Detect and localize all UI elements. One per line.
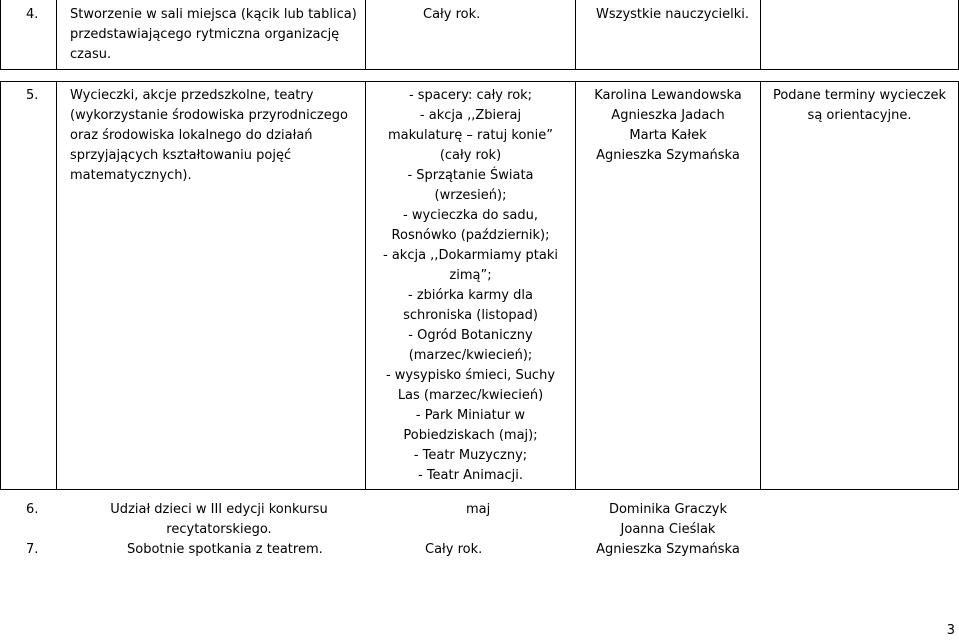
term-line: Cały rok. — [423, 7, 481, 22]
term-line: - wycieczka do sadu, — [403, 208, 538, 223]
task-cell — [70, 86, 362, 186]
task-line: Udział dzieci w III edycji konkursu — [110, 502, 328, 517]
term-line: - zbiórka karmy dla — [408, 288, 533, 303]
table-row-divider-top — [0, 81, 959, 82]
term-line: Cały rok. — [425, 542, 483, 557]
task-line: Stworzenie w sali miejsca (kącik lub tablica) — [70, 7, 357, 22]
responsible-line: Agnieszka Jadach — [611, 108, 725, 123]
term-line: - Sprzątanie Świata — [407, 168, 534, 183]
task-line: recytatorskiego. — [166, 522, 272, 537]
row-number: 5. — [26, 88, 39, 103]
term-line: makulaturę – ratuj konie” — [387, 128, 553, 143]
term-line: Las (marzec/kwiecień) — [397, 388, 544, 403]
term-line: - akcja ,,Zbieraj — [419, 108, 522, 123]
row-number: 4. — [26, 7, 39, 22]
task-line: Wycieczki, akcje przedszkolne, teatry — [70, 88, 314, 103]
responsible-line: Karolina Lewandowska — [594, 88, 742, 103]
term-line: - Teatr Muzyczny; — [413, 448, 528, 463]
responsible-cell — [576, 540, 760, 560]
table-border-col2 — [365, 0, 366, 69]
term-cell — [466, 500, 490, 520]
term-line: (marzec/kwiecień); — [408, 348, 533, 363]
table-border-col3 — [575, 0, 576, 69]
task-cell — [70, 5, 362, 65]
responsible-line: Joanna Cieślak — [620, 522, 716, 537]
notes-line: Podane terminy wycieczek — [772, 88, 947, 103]
term-line: - Park Miniatur w — [415, 408, 526, 423]
notes-cell — [761, 86, 958, 126]
task-line: sprzyjających kształtowaniu pojęć — [70, 148, 292, 163]
term-line: Rosnówko (październik); — [391, 228, 550, 243]
table-border-left — [0, 0, 1, 69]
responsible-line: Wszystkie nauczycielki. — [596, 7, 750, 22]
term-line: (cały rok) — [439, 148, 502, 163]
responsible-line: Dominika Graczyk — [608, 502, 728, 517]
task-line: matematycznych). — [70, 168, 192, 183]
task-line: czasu. — [70, 47, 112, 62]
task-line: Sobotnie spotkania z teatrem. — [127, 542, 323, 557]
term-line: schroniska (listopad) — [403, 308, 538, 323]
table-border-left — [0, 81, 1, 489]
term-line: maj — [466, 502, 491, 517]
term-cell — [425, 540, 482, 560]
table-row-divider-top — [0, 69, 959, 70]
term-line: (wrzesień); — [434, 188, 507, 203]
term-line: - Ogród Botaniczny — [408, 328, 533, 343]
notes-line: są orientacyjne. — [807, 108, 912, 123]
row-number: 7. — [26, 542, 39, 557]
term-line: - wysypisko śmieci, Suchy — [385, 368, 556, 383]
term-line: - Teatr Animacji. — [418, 468, 523, 483]
table-border-col4 — [760, 81, 761, 489]
responsible-cell — [596, 5, 749, 25]
table-border-col4 — [760, 0, 761, 69]
term-line: zimą”; — [449, 268, 492, 283]
table-row-divider-bottom — [0, 489, 959, 490]
term-cell — [423, 5, 480, 25]
task-cell — [64, 500, 374, 540]
responsible-cell — [576, 500, 760, 540]
responsible-line: Marta Kałek — [629, 128, 707, 143]
term-cell — [366, 86, 575, 486]
table-border-col1 — [56, 0, 57, 69]
table-border-col1 — [56, 81, 57, 489]
task-cell — [127, 540, 323, 560]
task-line: (wykorzystanie środowiska przyrodniczego — [70, 108, 348, 123]
responsible-line: Agnieszka Szymańska — [596, 542, 740, 557]
responsible-cell — [576, 86, 760, 166]
term-line: - spacery: cały rok; — [408, 88, 533, 103]
task-line: przedstawiającego rytmiczna organizację — [70, 27, 340, 42]
task-line: oraz środowiska lokalnego do działań — [70, 128, 313, 143]
page-number: 3 — [946, 623, 955, 638]
term-line: Pobiedziskach (maj); — [403, 428, 538, 443]
term-line: - akcja ,,Dokarmiamy ptaki — [383, 248, 558, 263]
row-number: 6. — [26, 502, 39, 517]
responsible-line: Agnieszka Szymańska — [596, 148, 740, 163]
